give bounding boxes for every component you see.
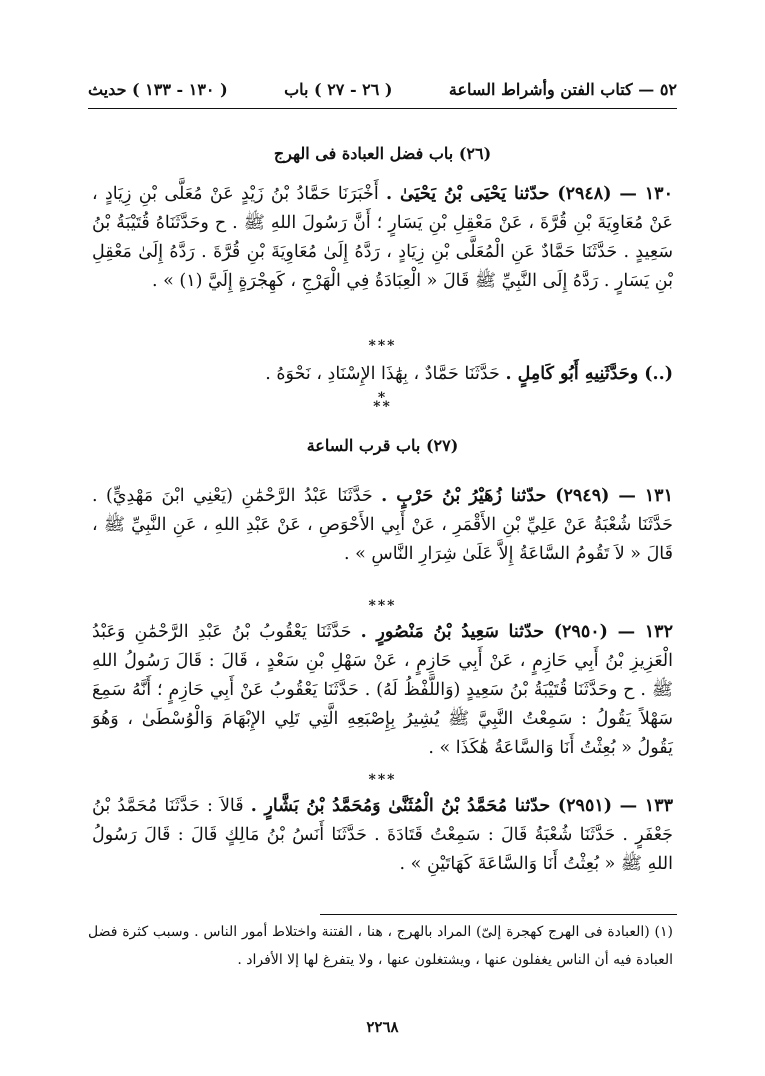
header-chapter-range: ( ٢٦ - ٢٧ ) باب	[284, 79, 393, 99]
separator-stars: * **	[373, 390, 392, 415]
separator-stars: ***	[368, 598, 397, 614]
hadith-131-text: حَدَّثَنَا عَبْدُ الرَّحْمَٰنِ (يَعْنِي ابْنَ مَهْدِيٍّ) . حَدَّثَنَا شُعْبَةُ عَنْ عَلِيِّ بْنِ الأَقْمَرِ ، عَنْ أَبِي الأَحْوَصِ ، عَنْ عَبْدِ اللهِ ، عَنِ النَّبِيِّ ﷺ ، قَالَ « لاَ تَقُومُ السَّاعَةُ إِلاَّ عَلَىٰ شِرَارِ النَّاسِ » .	[92, 486, 673, 564]
hadith-132	[92, 618, 673, 763]
hadith-130-variant	[92, 360, 673, 389]
running-header	[88, 74, 677, 104]
footnote-rule	[320, 914, 677, 915]
page-number: ٢٢٦٨	[366, 1018, 399, 1036]
header-hadith-range: ( ١٣٠ - ١٣٣ ) حديث	[88, 79, 228, 99]
header-book-title: ٥٢ — كتاب الفتن وأشراط الساعة	[448, 79, 677, 99]
hadith-131-lead: ١٣١ — (٢٩٤٩) حدّثنا زُهَيْرُ بْنُ حَرْبٍ .	[381, 486, 673, 506]
hadith-130	[92, 180, 673, 296]
header-rule	[88, 108, 677, 109]
hadith-130-lead: ١٣٠ — (٢٩٤٨) حدّثنا يَحْيَى بْنُ يَحْيَىٰ .	[386, 184, 673, 204]
hadith-131	[92, 482, 673, 569]
hadith-133-lead: ١٣٣ — (٢٩٥١) حدّثنا مُحَمَّدُ بْنُ الْمُثَنَّىٰ وَمُحَمَّدُ بْنُ بَشَّارٍ .	[250, 796, 673, 816]
chapter-heading-26: (٢٦) باب فضل العبادة فى الهرج	[273, 144, 492, 163]
footnote: (١) (العبادة فى الهرج كهجرة إلىّ) المراد بالهرج ، هنا ، الفتنة واختلاط أمور الناس . وسبب كثرة فضل العبادة فيه أن الناس يغفلون عنها ، ويشتغلون عنها ، ولا يتفرغ لها إلا الأفراد .	[88, 924, 673, 968]
hadith-133	[92, 792, 673, 879]
hadith-130-variant-lead: (..) وحَدَّثَنِيهِ أَبُو كَامِلٍ .	[505, 364, 673, 384]
hadith-132-text: حَدَّثَنَا يَعْقُوبُ بْنُ عَبْدِ الرَّحْمَٰنِ وَعَبْدُ الْعَزِيزِ بْنُ أَبِي حَازِمٍ ، عَنْ أَبِي حَازِمٍ ، عَنْ سَهْلِ بْنِ سَعْدٍ ، قَالَ : قَالَ رَسُولُ اللهِ ﷺ . ح وحَدَّثَنَا قُتَيْبَةُ بْنُ سَعِيدٍ (وَاللَّفْظُ لَهُ) . حَدَّثَنَا يَعْقُوبُ عَنْ أَبِي حَازِمٍ ؛ أَنَّهُ سَمِعَ سَهْلاً يَقُولُ : سَمِعْتُ النَّبِيَّ ﷺ يُشِيرُ بِإِصْبَعِهِ الَّتِي تَلِي الإِبْهَامَ وَالْوُسْطَىٰ ، وَهُوَ يَقُولُ « بُعِثْتُ أَنَا وَالسَّاعَةُ هَٰكَذَا » .	[92, 622, 674, 758]
hadith-133-text: قَالاَ : حَدَّثَنَا مُحَمَّدُ بْنُ جَعْفَرٍ . حَدَّثَنَا شُعْبَةُ قَالَ : سَمِعْتُ قَتَادَةَ . حَدَّثَنَا أَنَسُ بْنُ مَالِكٍ قَالَ : قَالَ رَسُولُ اللهِ ﷺ « بُعِثْتُ أَنَا وَالسَّاعَةَ كَهَاتَيْنِ » .	[92, 796, 673, 874]
hadith-130-text: أَخْبَرَنَا حَمَّادُ بْنُ زَيْدٍ عَنْ مُعَلَّى بْنِ زِيَادٍ ، عَنْ مُعَاوِيَةَ بْنِ قُرَّةَ ، عَنْ مَعْقِلِ بْنِ يَسَارٍ ؛ أَنَّ رَسُولَ اللهِ ﷺ . ح وحَدَّثَنَاهُ قُتَيْبَةُ بْنُ سَعِيدٍ . حَدَّثَنَا حَمَّادٌ عَنِ الْمُعَلَّى بْنِ زِيَادٍ ، رَدَّهُ إِلَىٰ مُعَاوِيَةَ بْنِ قُرَّةَ . رَدَّهُ إِلَىٰ مَعْقِلِ بْنِ يَسَارٍ . رَدَّهُ إِلَى النَّبِيِّ ﷺ قَالَ « الْعِبَادَةُ فِي الْهَرْجِ ، كَهِجْرَةٍ إِلَيَّ (١) » .	[92, 184, 673, 291]
separator-stars: ***	[368, 772, 397, 788]
hadith-132-lead: ١٣٢ — (٢٩٥٠) حدّثنا سَعِيدُ بْنُ مَنْصُورٍ .	[360, 622, 673, 642]
separator-stars: ***	[368, 338, 397, 354]
hadith-130-variant-text: حَدَّثَنَا حَمَّادٌ ، بِهَٰذَا الإِسْنَادِ ، نَحْوَهُ .	[265, 364, 500, 384]
chapter-heading-27: (٢٧) باب قرب الساعة	[306, 436, 459, 455]
